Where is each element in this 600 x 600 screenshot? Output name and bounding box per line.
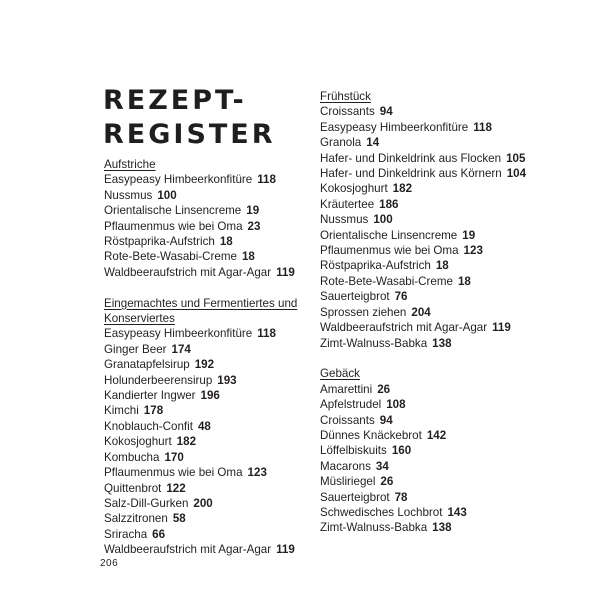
- entry-name: Sriracha: [104, 527, 148, 541]
- entry-name: Rote-Bete-Wasabi-Creme: [320, 274, 453, 288]
- entry-name: Ginger Beer: [104, 342, 167, 356]
- entry-name: Pflaumenmus wie bei Oma: [320, 244, 459, 258]
- entry-page: 19: [246, 204, 260, 218]
- entry-page: 182: [392, 182, 413, 196]
- entry-page: 192: [194, 358, 215, 372]
- page-title-line-2: REGISTER: [103, 119, 276, 150]
- index-entry: [104, 203, 309, 218]
- entry-name: Amarettini: [320, 382, 373, 396]
- entry-page: 104: [506, 167, 527, 181]
- index-entry: [320, 320, 530, 335]
- entry-page: 174: [171, 342, 191, 356]
- entry-name: Easypeasy Himbeerkonfitüre: [320, 120, 469, 134]
- entry-name: Croissants: [320, 105, 375, 119]
- entry-name: Waldbeeraufstrich mit Agar-Agar: [320, 321, 488, 335]
- index-section: [104, 296, 309, 558]
- entry-name: Sprossen ziehen: [320, 305, 407, 319]
- index-entry: [104, 219, 309, 234]
- index-entry: [104, 450, 309, 465]
- entry-name: Löffelbiskuits: [320, 444, 387, 458]
- index-entry: [104, 496, 309, 511]
- index-entry: [320, 505, 530, 520]
- page-title-line-1: REZEPT-: [103, 85, 247, 116]
- entry-page: 18: [241, 250, 255, 264]
- entry-page: 119: [276, 543, 295, 557]
- entry-name: Dünnes Knäckebrot: [320, 428, 422, 442]
- index-entry: [320, 305, 530, 320]
- entry-page: 18: [435, 259, 449, 273]
- index-entry: [320, 120, 530, 135]
- entry-page: 138: [432, 521, 452, 535]
- entry-name: Croissants: [320, 413, 375, 427]
- index-entry: [320, 243, 530, 258]
- entry-name: Kokosjoghurt: [320, 182, 388, 196]
- entry-name: Kokosjoghurt: [104, 435, 172, 449]
- entry-page: 105: [506, 151, 526, 165]
- entry-name: Nussmus: [104, 188, 153, 202]
- entry-name: Waldbeeraufstrich mit Agar-Agar: [104, 265, 272, 279]
- entry-page: 94: [379, 105, 393, 119]
- entry-name: Granatapfelsirup: [104, 358, 190, 372]
- index-entry: [320, 520, 530, 535]
- entry-page: 19: [462, 228, 476, 242]
- entry-page: 26: [377, 382, 391, 396]
- entry-name: Sauerteigbrot: [320, 490, 390, 504]
- index-entry: [104, 265, 309, 280]
- index-entry: [320, 443, 530, 458]
- entry-page: 204: [411, 305, 431, 319]
- entry-page: 58: [172, 512, 186, 526]
- left-column: [104, 157, 309, 558]
- index-entry: [104, 326, 309, 341]
- entry-name: Orientalische Linsencreme: [320, 228, 458, 242]
- entry-name: Kräutertee: [320, 197, 375, 211]
- entry-name: Hafer- und Dinkeldrink aus Flocken: [320, 151, 502, 165]
- index-entry: [320, 274, 530, 289]
- entry-page: 123: [463, 244, 483, 258]
- index-entry: [104, 465, 309, 480]
- index-entry: [320, 104, 530, 119]
- index-entry: [320, 336, 530, 351]
- index-entry: [320, 490, 530, 505]
- index-entry: [320, 151, 530, 166]
- entry-page: 182: [176, 435, 197, 449]
- index-entry: [104, 388, 309, 403]
- entry-page: 119: [276, 265, 295, 279]
- section-title: Aufstriche: [104, 158, 156, 171]
- entry-page: 142: [426, 428, 447, 442]
- entry-name: Waldbeeraufstrich mit Agar-Agar: [104, 543, 272, 557]
- entry-name: Orientalische Linsencreme: [104, 204, 242, 218]
- entry-name: Hafer- und Dinkeldrink aus Körnern: [320, 167, 502, 181]
- index-entry: [104, 342, 309, 357]
- entry-page: 119: [492, 321, 511, 335]
- section-title: Gebäck: [320, 367, 360, 381]
- entry-page: 200: [193, 496, 213, 510]
- entry-page: 178: [143, 404, 164, 418]
- entry-name: Pflaumenmus wie bei Oma: [104, 466, 243, 480]
- entry-page: 118: [473, 120, 492, 134]
- index-entry: [104, 434, 309, 449]
- entry-name: Röstpaprika-Aufstrich: [104, 235, 215, 249]
- entry-page: 193: [217, 373, 237, 387]
- index-entry: [320, 212, 530, 227]
- entry-name: Kimchi: [104, 404, 139, 418]
- index-entry: [320, 228, 530, 243]
- entry-page: 76: [394, 290, 408, 304]
- entry-page: 26: [380, 475, 394, 489]
- entry-name: Zimt-Walnuss-Babka: [320, 521, 428, 535]
- entry-name: Granola: [320, 136, 362, 150]
- entry-page: 123: [247, 466, 267, 480]
- index-entry: [320, 166, 530, 181]
- entry-name: Zimt-Walnuss-Babka: [320, 336, 428, 350]
- entry-page: 100: [373, 213, 393, 227]
- index-entry: [104, 419, 309, 434]
- entry-page: 48: [197, 419, 211, 433]
- entry-page: 34: [375, 459, 389, 473]
- index-entry: [104, 188, 309, 203]
- entry-page: 14: [366, 136, 380, 150]
- page-number: 206: [100, 558, 119, 569]
- entry-name: Müsliriegel: [320, 475, 376, 489]
- index-section: [320, 89, 530, 351]
- entry-page: 100: [157, 188, 177, 202]
- entry-name: Macarons: [320, 459, 371, 473]
- entry-name: Quittenbrot: [104, 481, 162, 495]
- entry-name: Knoblauch-Confit: [104, 419, 193, 433]
- index-entry: [104, 481, 309, 496]
- index-entry: [104, 373, 309, 388]
- entry-page: 94: [379, 413, 393, 427]
- entry-name: Rote-Bete-Wasabi-Creme: [104, 250, 237, 264]
- entry-name: Apfelstrudel: [320, 398, 382, 412]
- entry-name: Salz-Dill-Gurken: [104, 496, 189, 510]
- index-entry: [104, 234, 309, 249]
- entry-name: Kombucha: [104, 450, 160, 464]
- entry-page: 122: [166, 481, 186, 495]
- entry-page: 78: [394, 490, 408, 504]
- entry-page: 160: [391, 444, 412, 458]
- index-section: [104, 157, 309, 280]
- index-section: [320, 366, 530, 535]
- index-entry: [320, 397, 530, 412]
- entry-page: 170: [164, 450, 184, 464]
- index-entry: [104, 357, 309, 372]
- index-entry: [320, 428, 530, 443]
- index-entry: [104, 403, 309, 418]
- index-entry: [320, 181, 530, 196]
- entry-name: Sauerteigbrot: [320, 290, 390, 304]
- index-entry: [320, 413, 530, 428]
- entry-name: Holunderbeerensirup: [104, 373, 213, 387]
- index-entry: [104, 527, 309, 542]
- right-column: [320, 89, 530, 536]
- section-title: Eingemachtes und Fermentiertes und Konserviertes: [104, 296, 298, 326]
- index-entry: [320, 459, 530, 474]
- index-entry: [320, 382, 530, 397]
- entry-name: Pflaumenmus wie bei Oma: [104, 219, 243, 233]
- entry-page: 138: [432, 336, 452, 350]
- index-entry: [104, 542, 309, 557]
- index-entry: [320, 135, 530, 150]
- entry-page: 108: [386, 398, 406, 412]
- entry-page: 186: [379, 197, 399, 211]
- entry-name: Easypeasy Himbeerkonfitüre: [104, 327, 253, 341]
- entry-page: 18: [457, 274, 471, 288]
- entry-name: Röstpaprika-Aufstrich: [320, 259, 431, 273]
- index-entry: [104, 511, 309, 526]
- entry-name: Easypeasy Himbeerkonfitüre: [104, 173, 253, 187]
- entry-page: 18: [219, 235, 233, 249]
- index-entry: [320, 258, 530, 273]
- entry-name: Schwedisches Lochbrot: [320, 505, 443, 519]
- entry-page: 118: [257, 173, 276, 187]
- section-title: Frühstück: [320, 90, 371, 103]
- page-title: [103, 84, 283, 152]
- entry-page: 143: [447, 505, 467, 519]
- entry-name: Kandierter Ingwer: [104, 389, 196, 403]
- index-entry: [320, 197, 530, 212]
- entry-page: 118: [257, 327, 276, 341]
- index-entry: [320, 289, 530, 304]
- entry-page: 196: [200, 389, 220, 403]
- index-entry: [104, 172, 309, 187]
- entry-name: Salzzitronen: [104, 512, 168, 526]
- index-entry: [320, 474, 530, 489]
- entry-page: 23: [247, 219, 261, 233]
- index-entry: [104, 249, 309, 264]
- entry-page: 66: [152, 527, 166, 541]
- entry-name: Nussmus: [320, 213, 369, 227]
